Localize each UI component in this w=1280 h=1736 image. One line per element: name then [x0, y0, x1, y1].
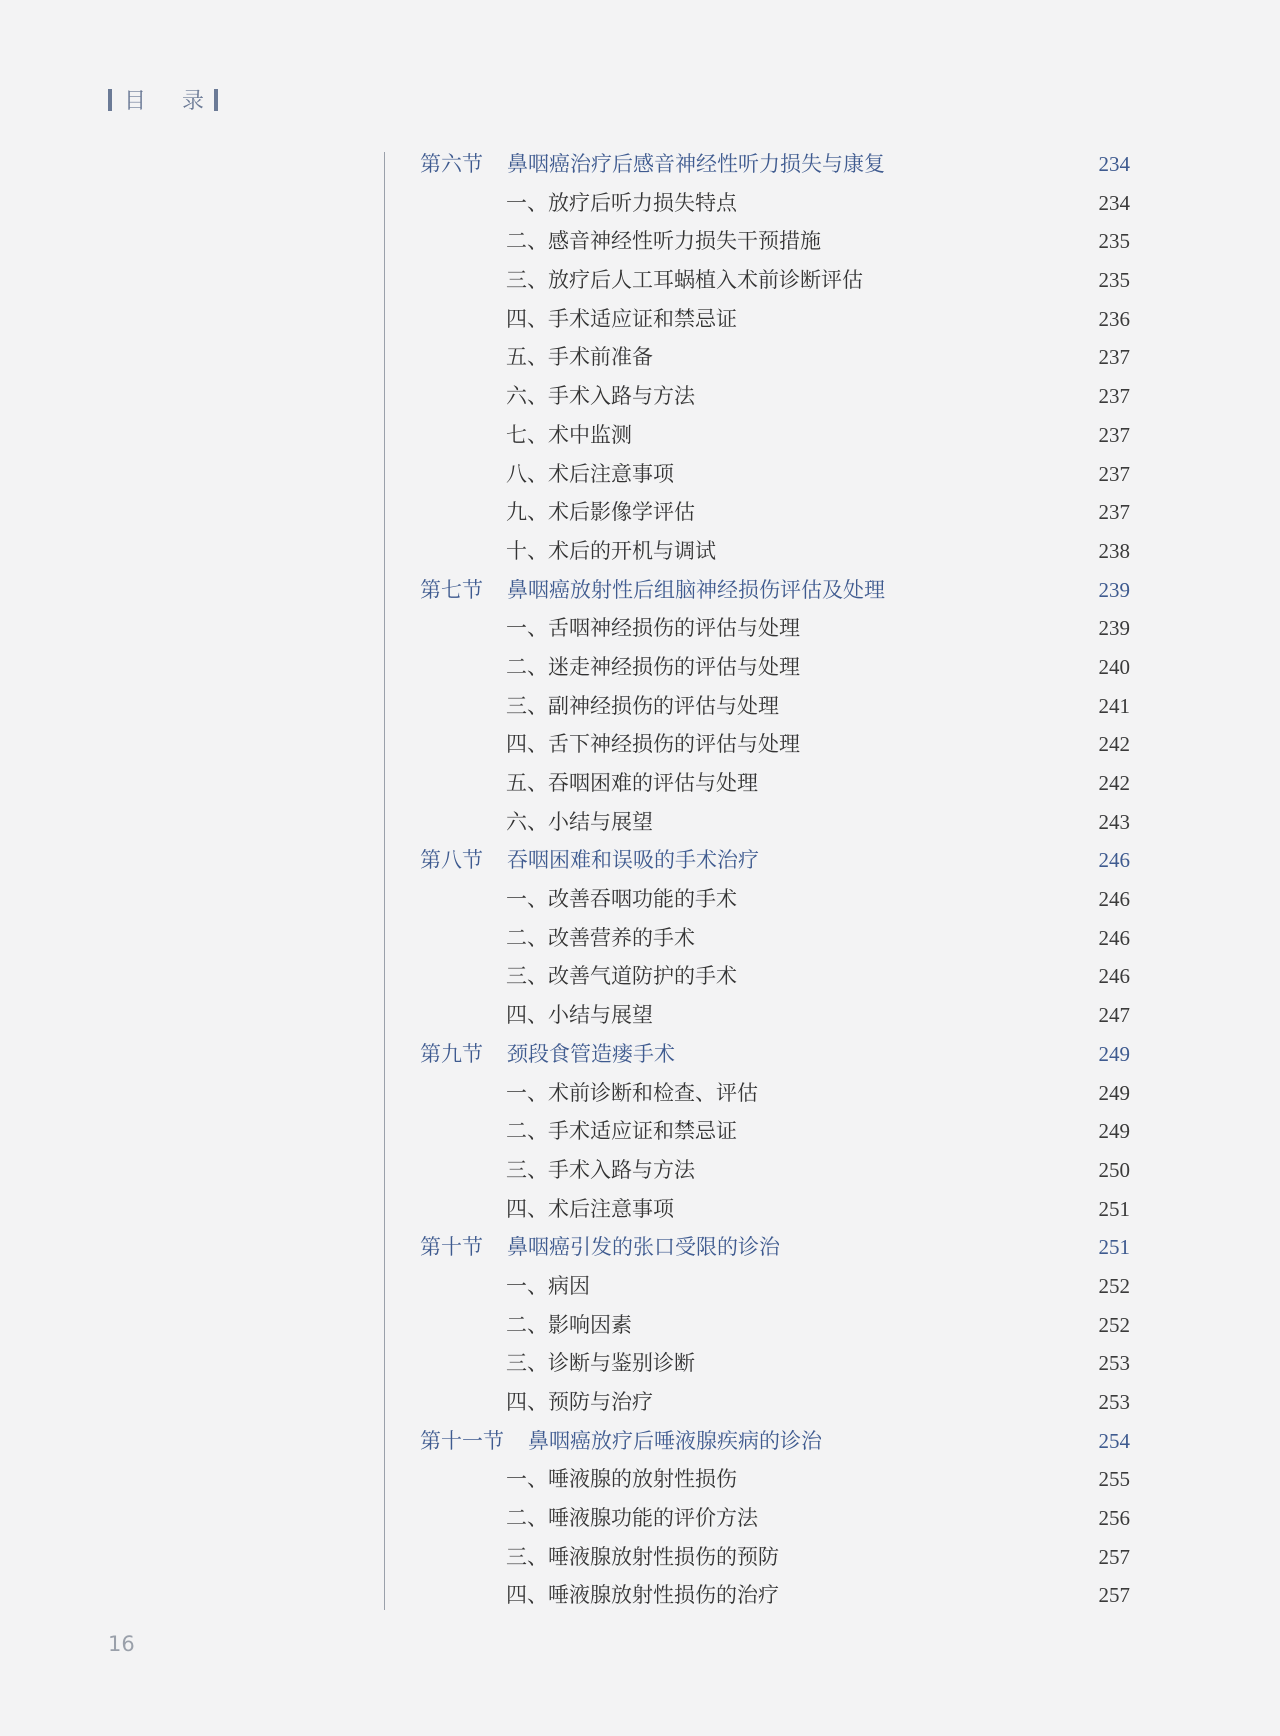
item-title: 三、放疗后人工耳蜗植入术前诊断评估 — [506, 268, 863, 293]
section-number: 第十节 — [420, 1235, 483, 1260]
header-right-char: 录 — [182, 89, 205, 114]
toc-item-row[interactable] — [420, 1267, 1130, 1306]
toc-item-row[interactable] — [420, 377, 1130, 416]
toc-page-number: 253 — [1098, 1390, 1130, 1414]
toc-page-number: 234 — [1098, 152, 1130, 176]
header-left-bar — [108, 89, 112, 111]
toc-page-number: 237 — [1098, 461, 1130, 486]
toc-item-row[interactable] — [420, 1576, 1130, 1615]
toc-item-row[interactable] — [420, 222, 1130, 261]
toc-item-row[interactable] — [420, 880, 1130, 919]
toc-page-number: 239 — [1098, 616, 1130, 641]
toc-item-row[interactable] — [420, 764, 1130, 803]
toc-page-number: 242 — [1098, 771, 1130, 795]
item-title: 一、放疗后听力损失特点 — [506, 190, 737, 215]
toc-item-row[interactable] — [420, 1383, 1130, 1422]
item-title: 一、改善吞咽功能的手术 — [506, 887, 737, 912]
toc-entry-label — [420, 1228, 780, 1267]
toc-entry-label — [420, 1035, 675, 1074]
item-title: 四、预防与治疗 — [506, 1390, 653, 1414]
header-right-bar — [214, 89, 218, 111]
page-number: 16 — [108, 1632, 135, 1656]
toc-section-row[interactable] — [420, 571, 1130, 610]
toc-section-row[interactable] — [420, 145, 1130, 184]
toc-page-number: 237 — [1098, 345, 1130, 370]
item-title: 二、改善营养的手术 — [506, 925, 695, 950]
toc-page-number: 243 — [1098, 809, 1130, 834]
toc-page-number: 250 — [1098, 1157, 1130, 1182]
toc-item-row[interactable] — [420, 648, 1130, 687]
toc-page-number: 251 — [1098, 1235, 1130, 1260]
toc-item-row[interactable] — [420, 609, 1130, 648]
toc-item-row[interactable] — [420, 1306, 1130, 1345]
toc-page-number: 254 — [1098, 1428, 1130, 1453]
toc-item-row[interactable] — [420, 1074, 1130, 1113]
item-title: 四、小结与展望 — [506, 1003, 653, 1028]
item-title: 四、术后注意事项 — [506, 1196, 674, 1221]
item-title: 二、唾液腺功能的评价方法 — [506, 1506, 758, 1531]
section-title: 鼻咽癌放疗后唾液腺疾病的诊治 — [528, 1428, 822, 1453]
toc-page-number: 237 — [1098, 384, 1130, 409]
header-left-char: 目 — [124, 89, 147, 114]
toc-item-row[interactable] — [420, 919, 1130, 958]
item-title: 三、诊断与鉴别诊断 — [506, 1351, 695, 1376]
toc-page-number: 249 — [1098, 1080, 1130, 1105]
item-title: 一、病因 — [506, 1273, 590, 1298]
item-title: 六、手术入路与方法 — [506, 384, 695, 409]
section-title: 鼻咽癌引发的张口受限的诊治 — [507, 1235, 780, 1260]
table-of-contents — [420, 145, 1130, 1615]
section-number: 第六节 — [420, 152, 483, 176]
toc-page-number: 235 — [1098, 229, 1130, 254]
item-title: 八、术后注意事项 — [506, 461, 674, 486]
item-title: 四、唾液腺放射性损伤的治疗 — [506, 1583, 779, 1608]
toc-page-number: 246 — [1098, 964, 1130, 989]
toc-page-number: 236 — [1098, 306, 1130, 331]
section-number: 第八节 — [420, 848, 483, 873]
toc-item-row[interactable] — [420, 1460, 1130, 1499]
item-title: 五、手术前准备 — [506, 345, 653, 370]
toc-page-number: 239 — [1098, 577, 1130, 602]
toc-section-row[interactable] — [420, 841, 1130, 880]
toc-page-number: 251 — [1098, 1196, 1130, 1221]
toc-page-number: 242 — [1098, 732, 1130, 757]
section-title: 颈段食管造瘘手术 — [507, 1041, 675, 1066]
section-title: 吞咽困难和误吸的手术治疗 — [507, 848, 759, 873]
toc-page-number: 246 — [1098, 887, 1130, 912]
item-title: 三、手术入路与方法 — [506, 1157, 695, 1182]
toc-page-number: 253 — [1098, 1351, 1130, 1376]
item-title: 一、术前诊断和检查、评估 — [506, 1080, 758, 1105]
item-title: 七、术中监测 — [506, 422, 632, 447]
item-title: 二、手术适应证和禁忌证 — [506, 1119, 737, 1144]
item-title: 三、副神经损伤的评估与处理 — [506, 693, 779, 718]
toc-item-row[interactable] — [420, 338, 1130, 377]
toc-entry-label — [420, 145, 885, 184]
toc-item-row[interactable] — [420, 1112, 1130, 1151]
item-title: 三、改善气道防护的手术 — [506, 964, 737, 989]
item-title: 三、唾液腺放射性损伤的预防 — [506, 1544, 779, 1569]
toc-item-row[interactable] — [420, 687, 1130, 726]
section-number: 第十一节 — [420, 1428, 504, 1453]
toc-page-number: 252 — [1098, 1312, 1130, 1337]
section-title: 鼻咽癌放射性后组脑神经损伤评估及处理 — [507, 577, 885, 602]
toc-item-row[interactable] — [420, 725, 1130, 764]
toc-item-row[interactable] — [420, 184, 1130, 223]
toc-page-number: 237 — [1098, 500, 1130, 525]
toc-item-row[interactable] — [420, 1190, 1130, 1229]
section-title: 鼻咽癌治疗后感音神经性听力损失与康复 — [507, 152, 885, 176]
toc-page-number: 249 — [1098, 1041, 1130, 1066]
toc-section-row[interactable] — [420, 1422, 1130, 1461]
toc-page-number: 255 — [1098, 1467, 1130, 1492]
toc-section-row[interactable] — [420, 1228, 1130, 1267]
toc-page-number: 256 — [1098, 1506, 1130, 1531]
toc-page-number: 234 — [1098, 190, 1130, 215]
item-title: 一、唾液腺的放射性损伤 — [506, 1467, 737, 1492]
toc-page-number: 235 — [1098, 268, 1130, 293]
toc-item-row[interactable] — [420, 803, 1130, 842]
toc-page-number: 249 — [1098, 1119, 1130, 1144]
toc-item-row[interactable] — [420, 416, 1130, 455]
toc-page-number: 237 — [1098, 422, 1130, 447]
toc-page-number: 240 — [1098, 654, 1130, 679]
toc-item-row[interactable] — [420, 1499, 1130, 1538]
toc-entry-label — [420, 841, 759, 880]
toc-page-number: 241 — [1098, 693, 1130, 718]
item-title: 四、舌下神经损伤的评估与处理 — [506, 732, 800, 757]
section-number: 第九节 — [420, 1041, 483, 1066]
toc-page-number: 246 — [1098, 848, 1130, 873]
item-title: 九、术后影像学评估 — [506, 500, 695, 525]
toc-item-row[interactable] — [420, 957, 1130, 996]
toc-vertical-rule — [384, 152, 385, 1610]
toc-item-row[interactable] — [420, 996, 1130, 1035]
toc-entry-label — [420, 571, 885, 610]
item-title: 二、感音神经性听力损失干预措施 — [506, 229, 821, 254]
section-number: 第七节 — [420, 577, 483, 602]
item-title: 二、迷走神经损伤的评估与处理 — [506, 654, 800, 679]
toc-page-number: 238 — [1098, 538, 1130, 563]
toc-item-row[interactable] — [420, 493, 1130, 532]
toc-item-row[interactable] — [420, 532, 1130, 571]
toc-entry-label — [420, 1422, 822, 1461]
item-title: 二、影响因素 — [506, 1312, 632, 1337]
toc-item-row[interactable] — [420, 1344, 1130, 1383]
toc-item-row[interactable] — [420, 300, 1130, 339]
toc-page-number: 252 — [1098, 1273, 1130, 1298]
running-header — [108, 84, 218, 115]
item-title: 五、吞咽困难的评估与处理 — [506, 771, 758, 795]
toc-item-row[interactable] — [420, 455, 1130, 494]
item-title: 六、小结与展望 — [506, 809, 653, 834]
toc-section-row[interactable] — [420, 1035, 1130, 1074]
toc-item-row[interactable] — [420, 1538, 1130, 1577]
toc-page-number: 257 — [1098, 1583, 1130, 1608]
toc-page-number: 247 — [1098, 1003, 1130, 1028]
toc-page-number: 257 — [1098, 1544, 1130, 1569]
toc-item-row[interactable] — [420, 1151, 1130, 1190]
toc-item-row[interactable] — [420, 261, 1130, 300]
item-title: 十、术后的开机与调试 — [506, 538, 716, 563]
item-title: 四、手术适应证和禁忌证 — [506, 306, 737, 331]
item-title: 一、舌咽神经损伤的评估与处理 — [506, 616, 800, 641]
toc-page-number: 246 — [1098, 925, 1130, 950]
